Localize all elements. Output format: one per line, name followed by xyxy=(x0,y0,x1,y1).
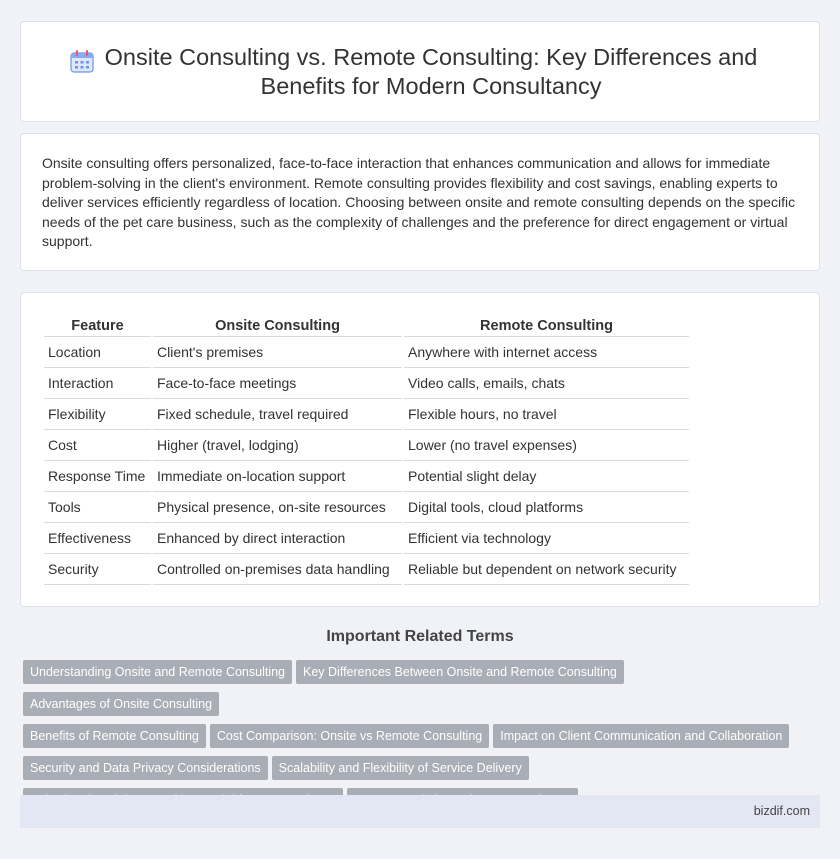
table-header-row xyxy=(44,315,689,337)
related-term-tag[interactable]: Impact on Client Communication and Collaboration xyxy=(493,724,789,748)
page-title: Onsite Consulting vs. Remote Consulting: Key Differences and Benefits for Modern Consultancy xyxy=(104,43,758,99)
table-row xyxy=(44,554,689,585)
cell-onsite: Client's premises xyxy=(153,337,402,368)
cell-remote: Reliable but dependent on network security xyxy=(404,554,689,585)
table-row xyxy=(44,461,689,492)
related-term-tag[interactable]: Cost Comparison: Onsite vs Remote Consulting xyxy=(210,724,489,748)
cell-feature: Security xyxy=(44,554,151,585)
cell-remote: Video calls, emails, chats xyxy=(404,368,689,399)
cell-feature: Interaction xyxy=(44,368,151,399)
title-card xyxy=(20,21,820,122)
table-row xyxy=(44,368,689,399)
header-onsite: Onsite Consulting xyxy=(153,315,402,337)
cell-feature: Location xyxy=(44,337,151,368)
related-term-tag[interactable]: Scalability and Flexibility of Service Delivery xyxy=(272,756,529,780)
cell-onsite: Immediate on-location support xyxy=(153,461,402,492)
cell-onsite: Face-to-face meetings xyxy=(153,368,402,399)
header-feature: Feature xyxy=(44,315,151,337)
comparison-card xyxy=(20,292,820,607)
cell-remote: Lower (no travel expenses) xyxy=(404,430,689,461)
cell-remote: Flexible hours, no travel xyxy=(404,399,689,430)
table-row xyxy=(44,399,689,430)
table-row xyxy=(44,430,689,461)
footer xyxy=(20,795,820,828)
cell-remote: Anywhere with internet access xyxy=(404,337,689,368)
related-term-tag[interactable]: Key Differences Between Onsite and Remote Consulting xyxy=(296,660,624,684)
table-row xyxy=(44,337,689,368)
cell-onsite: Enhanced by direct interaction xyxy=(153,523,402,554)
header-remote: Remote Consulting xyxy=(404,315,689,337)
cell-onsite: Higher (travel, lodging) xyxy=(153,430,402,461)
related-term-tag[interactable]: Advantages of Onsite Consulting xyxy=(23,692,219,716)
cell-onsite: Physical presence, on-site resources xyxy=(153,492,402,523)
cell-remote: Efficient via technology xyxy=(404,523,689,554)
cell-onsite: Controlled on-premises data handling xyxy=(153,554,402,585)
comparison-table xyxy=(42,315,691,585)
cell-feature: Response Time xyxy=(44,461,151,492)
table-row xyxy=(44,492,689,523)
related-term-tag[interactable]: Benefits of Remote Consulting xyxy=(23,724,206,748)
related-term-tag[interactable]: Security and Data Privacy Considerations xyxy=(23,756,268,780)
related-terms-title: Important Related Terms xyxy=(326,628,514,645)
cell-feature: Cost xyxy=(44,430,151,461)
table-row xyxy=(44,523,689,554)
cell-remote: Potential slight delay xyxy=(404,461,689,492)
cell-feature: Tools xyxy=(44,492,151,523)
intro-paragraph: Onsite consulting offers personalized, face-to-face interaction that enhances communication and allows for immediate problem-solving in the client's environment. Remote consulting provides flexibility and cost savings, enabling experts to deliver services efficiently regardless of location. Choosing between onsite and remote consulting depends on the specific needs of the pet care business, such as the complexity of challenges and the preference for direct engagement or virtual support. xyxy=(42,155,796,249)
intro-card xyxy=(20,133,820,271)
related-term-tag[interactable]: Understanding Onsite and Remote Consulting xyxy=(23,660,292,684)
cell-onsite: Fixed schedule, travel required xyxy=(153,399,402,430)
footer-brand[interactable]: bizdif.com xyxy=(753,804,810,818)
cell-feature: Effectiveness xyxy=(44,523,151,554)
cell-feature: Flexibility xyxy=(44,399,151,430)
cell-remote: Digital tools, cloud platforms xyxy=(404,492,689,523)
